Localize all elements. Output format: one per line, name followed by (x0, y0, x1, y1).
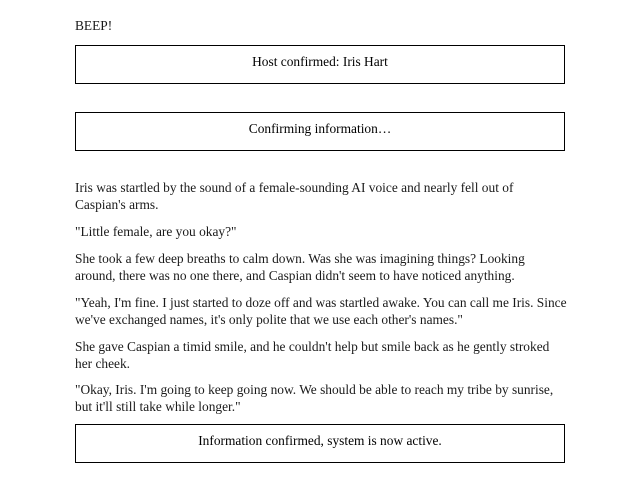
story-paragraph: "Little female, are you okay?" (75, 224, 237, 239)
story-paragraph: She gave Caspian a timid smile, and he couldn't help but smile back as he gently stroked her cheek. (75, 339, 550, 371)
story-paragraph: Iris was startled by the sound of a female-sounding AI voice and nearly fell out of Caspian's arms. (75, 180, 514, 212)
beep-text: BEEP! (75, 18, 113, 33)
story-paragraph: "Yeah, I'm fine. I just started to doze off and was startled awake. You can call me Iris. Since we've exchanged names, it's only polite that we use each other's names." (75, 295, 567, 327)
system-message-active-text: Information confirmed, system is now active. (198, 433, 442, 448)
system-message-active (75, 424, 565, 463)
system-message-confirming-text: Confirming information… (248, 121, 392, 136)
system-message-host-text: Host confirmed: Iris Hart (252, 54, 388, 69)
system-message-host (75, 45, 565, 84)
system-message-confirming (75, 112, 565, 151)
story-paragraph: She took a few deep breaths to calm down. Was she was imagining things? Looking around, there was no one there, and Caspian didn't seem to have noticed anything. (75, 251, 525, 283)
story-paragraph: "Okay, Iris. I'm going to keep going now. We should be able to reach my tribe by sunrise, but it'll still take while longer." (75, 382, 554, 414)
